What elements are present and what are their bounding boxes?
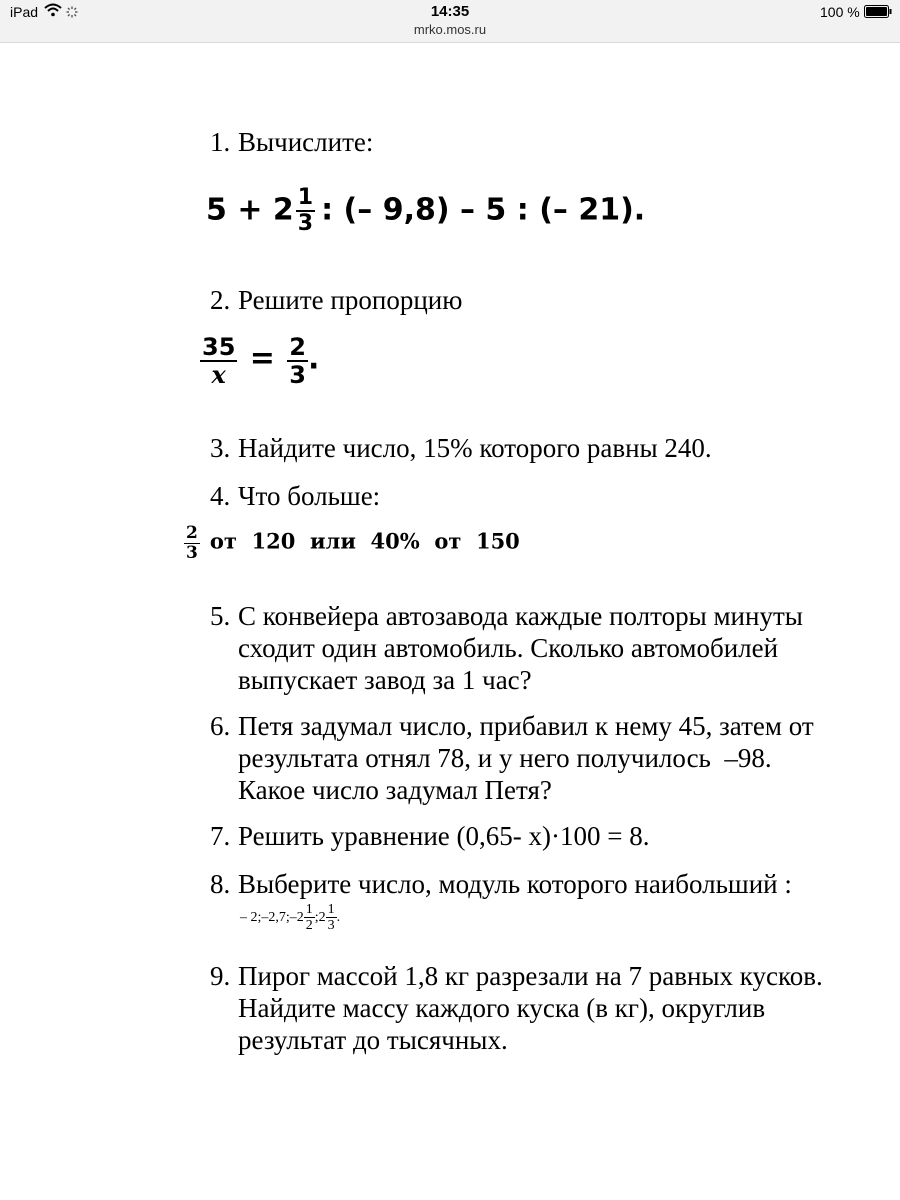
- expr-8-part-c: .: [336, 910, 341, 926]
- task-1-text: Вычислите:: [238, 127, 374, 157]
- fraction-denominator: 3: [289, 361, 306, 390]
- fraction-denominator: 2: [305, 918, 313, 934]
- task-8-text: Выберите число, модуль которого наибольший :: [238, 869, 792, 899]
- fraction-2-3: [287, 334, 308, 389]
- task-5-line: выпускает завод за 1 час?: [238, 665, 532, 695]
- task-8-numbers: [240, 902, 340, 934]
- fraction-1-3: [326, 902, 337, 934]
- expr-8-part-b: ;2: [314, 910, 326, 926]
- task-1-expression: [206, 186, 645, 236]
- expr-1-part-a: 5 + 2: [206, 192, 294, 228]
- fraction-numerator: 1: [305, 902, 313, 917]
- task-7-text: Решить уравнение (0,65- x)·100 = 8.: [238, 821, 650, 851]
- period: .: [307, 341, 320, 377]
- expr-8-part-a: – 2;–2,7;–2: [240, 910, 304, 926]
- task-4-text: Что больше:: [238, 481, 381, 511]
- fraction-denominator: 3: [186, 542, 198, 563]
- task-3-text: Найдите число, 15% которого равны 240.: [238, 433, 712, 463]
- fraction-numerator: 2: [186, 523, 198, 543]
- task-9-line: результат до тысячных.: [238, 1025, 508, 1055]
- task-4-number: 4.: [210, 481, 231, 511]
- task-4-expression: [184, 524, 520, 562]
- fraction-denominator: 3: [327, 918, 335, 934]
- fraction-denominator: x: [211, 360, 226, 390]
- fraction-numerator: 35: [202, 333, 236, 361]
- equals-sign: =: [249, 341, 275, 377]
- task-9-line: Пирог массой 1,8 кг разрезали на 7 равных кусков.: [238, 961, 823, 991]
- expr-4-rest: от 120 или 40% от 150: [209, 528, 520, 554]
- fraction-1-3: [296, 186, 315, 236]
- task-9-line: Найдите массу каждого куска (в кг), округлив: [238, 993, 766, 1023]
- task-2-proportion: [200, 334, 319, 389]
- task-5-line: С конвейера автозавода каждые полторы минуты: [238, 601, 803, 631]
- fraction-1-2: [304, 902, 315, 934]
- fraction-2-3: [184, 524, 200, 562]
- task-3-number: 3.: [210, 433, 231, 463]
- task-7-number: 7.: [210, 821, 231, 851]
- battery-percent: 100 %: [820, 4, 860, 20]
- expr-1-part-b: : (– 9,8) – 5 : (– 21).: [321, 192, 646, 228]
- task-1-number: 1.: [210, 127, 231, 157]
- fraction-denominator: 3: [297, 211, 314, 237]
- task-5-line: сходит один автомобиль. Сколько автомобилей: [238, 633, 779, 663]
- battery-icon: [864, 5, 892, 23]
- task-8-number: 8.: [210, 869, 231, 899]
- task-6-line: Петя задумал число, прибавил к нему 45, затем от: [238, 711, 814, 741]
- task-2-number: 2.: [210, 285, 231, 315]
- device-name: iPad: [10, 4, 39, 20]
- fraction-numerator: 1: [296, 186, 315, 212]
- clock: 14:35: [430, 3, 470, 20]
- fraction-numerator: 2: [289, 333, 306, 361]
- task-2-text: Решите пропорцию: [238, 285, 463, 315]
- task-6-line: результата отнял 78, и у него получилось –98.: [238, 743, 772, 773]
- task-5-number: 5.: [210, 601, 231, 631]
- task-6-line: Какое число задумал Петя?: [238, 775, 552, 805]
- fraction-numerator: 1: [327, 902, 335, 917]
- task-9-number: 9.: [210, 961, 231, 991]
- status-bar: [0, 0, 900, 43]
- url-bar[interactable]: mrko.mos.ru: [413, 22, 487, 37]
- fraction-35-x: [200, 334, 237, 389]
- task-6-number: 6.: [210, 711, 231, 741]
